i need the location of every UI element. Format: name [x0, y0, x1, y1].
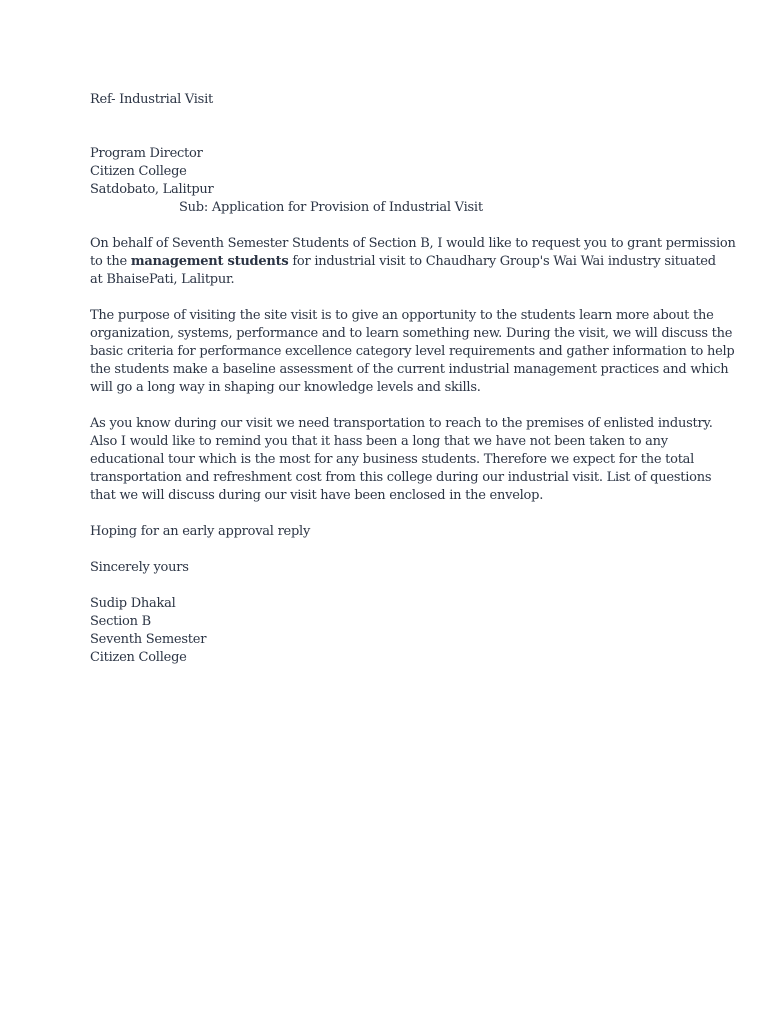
recipient-address — [90, 145, 690, 199]
paragraph-line: Also I would like to remind you that it hass been a long that we have not been taken to any — [90, 434, 668, 449]
paragraph-line: at BhaisePati, Lalitpur. — [90, 272, 235, 287]
signature-section: Section B — [90, 614, 151, 629]
paragraph-line: that we will discuss during our visit have been enclosed in the envelop. — [90, 488, 544, 503]
subject-line — [90, 199, 690, 217]
signature-college: Citizen College — [90, 650, 187, 665]
paragraph-line: On behalf of Seventh Semester Students of Section B, I would like to request you to grant permission — [90, 236, 736, 251]
reference-line — [90, 91, 690, 109]
closing-line — [90, 559, 690, 577]
closing-text: Sincerely yours — [90, 560, 189, 575]
paragraph-line: transportation and refreshment cost from this college during our industrial visit. List of questions — [90, 470, 712, 485]
paragraph-line: basic criteria for performance excellence category level requirements and gather information to help — [90, 344, 735, 359]
paragraph-transport — [90, 415, 713, 505]
recipient-location: Satdobato, Lalitpur — [90, 182, 214, 197]
signature-block — [90, 595, 690, 667]
paragraph-text: for industrial visit to Chaudhary Group's Wai Wai industry situated — [288, 254, 716, 269]
recipient-institution: Citizen College — [90, 164, 187, 179]
ref-text: Ref- Industrial Visit — [90, 92, 213, 107]
paragraph-line: organization, systems, performance and to learn something new. During the visit, we will discuss the — [90, 326, 733, 341]
emphasis-text: management students — [130, 254, 289, 269]
paragraph-line: will go a long way in shaping our knowledge levels and skills. — [90, 380, 481, 395]
paragraph-line: educational tour which is the most for any business students. Therefore we expect for the total — [90, 452, 695, 467]
recipient-title: Program Director — [90, 146, 203, 161]
paragraph-line — [90, 253, 716, 271]
paragraph-text: to the — [90, 254, 131, 269]
paragraph-line: the students make a baseline assessment of the current industrial management practices and which — [90, 362, 729, 377]
hoping-text: Hoping for an early approval reply — [90, 524, 311, 539]
paragraph-request — [90, 235, 736, 289]
subject-text: Sub: Application for Provision of Industrial Visit — [179, 200, 483, 215]
hoping-line — [90, 523, 690, 541]
signature-name: Sudip Dhakal — [90, 596, 176, 611]
paragraph-line: As you know during our visit we need transportation to reach to the premises of enlisted industry. — [90, 416, 713, 431]
paragraph-purpose — [90, 307, 735, 397]
letter-body — [90, 91, 736, 667]
signature-semester: Seventh Semester — [90, 632, 207, 647]
paragraph-line: The purpose of visiting the site visit is to give an opportunity to the students learn more about the — [90, 308, 714, 323]
